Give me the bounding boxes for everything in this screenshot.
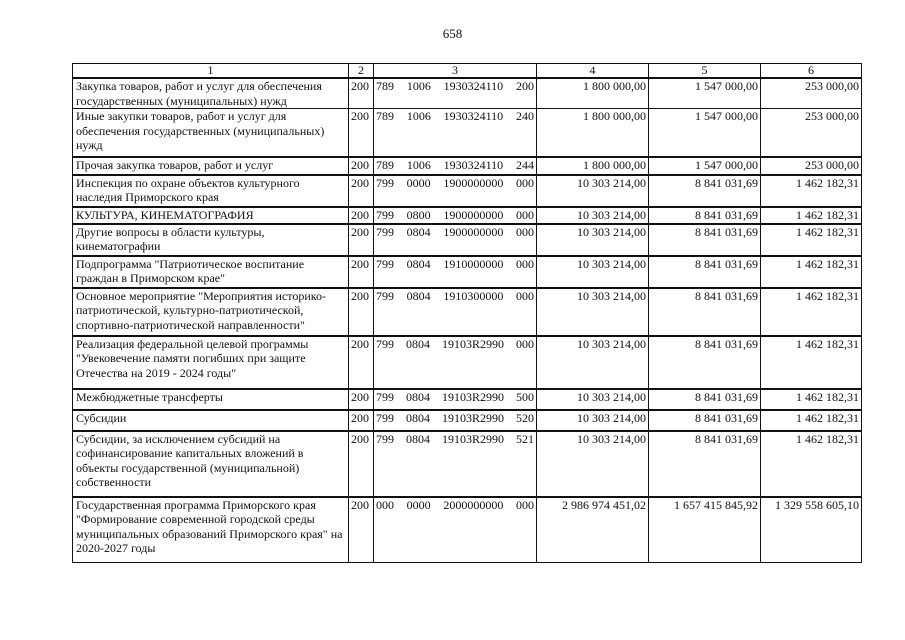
row-code-col2: 200 — [349, 109, 374, 157]
code-department: 799 — [376, 389, 394, 404]
column-header-4: 4 — [537, 64, 649, 79]
code-target-article: 19103R2990 — [441, 410, 504, 425]
row-name: Иные закупки товаров, работ и услуг для обеспечения государственных (муниципальных) нужд — [73, 109, 349, 157]
row-name: Закупка товаров, работ и услуг для обеспечения государственных (муниципальных) нужд — [73, 78, 349, 109]
code-target-article: 1910000000 — [443, 256, 504, 271]
row-classification-codes — [374, 410, 537, 431]
row-code-col2: 200 — [349, 497, 374, 563]
code-section: 0804 — [405, 389, 430, 404]
row-classification-codes — [374, 109, 537, 157]
row-value-col4: 1 800 000,00 — [537, 78, 649, 109]
row-value-col5: 1 547 000,00 — [649, 109, 761, 157]
code-target-article: 1900000000 — [443, 207, 504, 222]
row-code-col2: 200 — [349, 175, 374, 207]
code-section: 1006 — [406, 79, 431, 93]
table-row — [73, 207, 862, 224]
row-value-col5: 1 547 000,00 — [649, 157, 761, 175]
code-target-article: 1900000000 — [443, 224, 504, 239]
code-section: 1006 — [406, 157, 431, 172]
row-name: Межбюджетные трансферты — [73, 389, 349, 410]
page-number: 658 — [442, 26, 463, 41]
row-value-col6: 1 462 182,31 — [761, 224, 862, 256]
row-name: Прочая закупка товаров, работ и услуг — [73, 157, 349, 175]
code-expense-type: 200 — [516, 79, 534, 93]
row-value-col4: 10 303 214,00 — [537, 288, 649, 336]
code-department: 799 — [376, 175, 394, 190]
row-name: Подпрограмма "Патриотическое воспитание граждан в Приморском крае" — [73, 256, 349, 288]
table-row — [73, 109, 862, 157]
code-section: 0000 — [406, 497, 431, 512]
row-value-col4: 10 303 214,00 — [537, 256, 649, 288]
code-expense-type: 500 — [515, 389, 534, 404]
row-classification-codes — [374, 78, 537, 109]
code-section: 0000 — [406, 175, 431, 190]
row-value-col6: 253 000,00 — [761, 109, 862, 157]
row-name: КУЛЬТУРА, КИНЕМАТОГРАФИЯ — [73, 207, 349, 224]
code-department: 799 — [376, 256, 394, 271]
code-expense-type: 520 — [515, 410, 534, 425]
column-header-6: 6 — [761, 64, 862, 79]
column-header-2: 2 — [349, 64, 374, 79]
row-value-col6: 1 462 182,31 — [761, 431, 862, 497]
row-value-col4: 10 303 214,00 — [537, 336, 649, 389]
row-value-col4: 10 303 214,00 — [537, 224, 649, 256]
code-department: 799 — [376, 207, 394, 222]
table-row — [73, 288, 862, 336]
row-value-col6: 1 462 182,31 — [761, 175, 862, 207]
row-value-col5: 8 841 031,69 — [649, 224, 761, 256]
row-value-col4: 10 303 214,00 — [537, 431, 649, 497]
row-value-col5: 8 841 031,69 — [649, 410, 761, 431]
row-classification-codes — [374, 175, 537, 207]
code-section: 0804 — [405, 410, 430, 425]
row-value-col6: 1 462 182,31 — [761, 410, 862, 431]
column-header-3: 3 — [374, 64, 537, 79]
row-classification-codes — [374, 256, 537, 288]
row-code-col2: 200 — [349, 410, 374, 431]
row-value-col5: 1 547 000,00 — [649, 78, 761, 109]
row-value-col6: 1 329 558 605,10 — [761, 497, 862, 563]
code-department: 799 — [376, 431, 394, 446]
row-classification-codes — [374, 157, 537, 175]
code-target-article: 19103R2990 — [441, 336, 504, 351]
row-classification-codes — [374, 336, 537, 389]
row-code-col2: 200 — [349, 336, 374, 389]
table-row — [73, 497, 862, 563]
row-value-col5: 8 841 031,69 — [649, 175, 761, 207]
code-expense-type: 000 — [515, 336, 534, 351]
row-value-col4: 10 303 214,00 — [537, 207, 649, 224]
row-classification-codes — [374, 497, 537, 563]
row-value-col5: 1 657 415 845,92 — [649, 497, 761, 563]
row-value-col5: 8 841 031,69 — [649, 256, 761, 288]
code-expense-type: 240 — [516, 109, 534, 124]
code-expense-type: 000 — [515, 288, 534, 303]
row-value-col5: 8 841 031,69 — [649, 336, 761, 389]
table-row — [73, 224, 862, 256]
row-value-col4: 1 800 000,00 — [537, 157, 649, 175]
code-target-article: 1900000000 — [443, 175, 504, 190]
code-section: 0804 — [406, 256, 431, 271]
code-department: 789 — [376, 157, 394, 172]
row-classification-codes — [374, 389, 537, 410]
row-value-col4: 10 303 214,00 — [537, 175, 649, 207]
code-target-article: 19103R2990 — [441, 431, 504, 446]
row-value-col5: 8 841 031,69 — [649, 431, 761, 497]
row-code-col2: 200 — [349, 157, 374, 175]
row-name: Субсидии, за исключением субсидий на софинансирование капитальных вложений в объекты государственной (муниципальной) собственности — [73, 431, 349, 497]
row-code-col2: 200 — [349, 288, 374, 336]
column-header-5: 5 — [649, 64, 761, 79]
code-target-article: 1930324110 — [443, 109, 504, 124]
row-value-col6: 1 462 182,31 — [761, 336, 862, 389]
row-value-col6: 1 462 182,31 — [761, 256, 862, 288]
row-value-col6: 1 462 182,31 — [761, 207, 862, 224]
code-target-article: 2000000000 — [443, 497, 504, 512]
table-row — [73, 256, 862, 288]
row-name: Субсидии — [73, 410, 349, 431]
column-number-header-row — [73, 64, 862, 79]
code-department: 789 — [376, 109, 394, 124]
code-expense-type: 000 — [515, 497, 534, 512]
table-row — [73, 431, 862, 497]
row-value-col4: 1 800 000,00 — [537, 109, 649, 157]
table-row — [73, 389, 862, 410]
code-department: 799 — [376, 224, 394, 239]
row-classification-codes — [374, 288, 537, 336]
row-value-col5: 8 841 031,69 — [649, 207, 761, 224]
code-section: 0804 — [405, 431, 430, 446]
table-row — [73, 78, 862, 109]
code-department: 799 — [376, 336, 394, 351]
row-value-col6: 253 000,00 — [761, 157, 862, 175]
code-target-article: 19103R2990 — [441, 389, 504, 404]
code-target-article: 1910300000 — [443, 288, 504, 303]
code-section: 0800 — [406, 207, 431, 222]
code-section: 0804 — [406, 224, 431, 239]
row-value-col5: 8 841 031,69 — [649, 389, 761, 410]
row-value-col4: 2 986 974 451,02 — [537, 497, 649, 563]
row-name: Основное мероприятие "Мероприятия историко-патриотической, культурно-патриотической, спортивно-патриотической направленности" — [73, 288, 349, 336]
row-name: Государственная программа Приморского края "Формирование современной городской среды муниципальных образований Приморского края" на 2020-2027 годы — [73, 497, 349, 563]
table-row — [73, 336, 862, 389]
code-expense-type: 521 — [515, 431, 534, 446]
code-section: 1006 — [406, 109, 431, 124]
row-code-col2: 200 — [349, 431, 374, 497]
code-expense-type: 000 — [515, 224, 534, 239]
row-classification-codes — [374, 207, 537, 224]
row-value-col4: 10 303 214,00 — [537, 410, 649, 431]
row-classification-codes — [374, 224, 537, 256]
column-header-1: 1 — [73, 64, 349, 79]
code-department: 799 — [376, 410, 394, 425]
table-row — [73, 157, 862, 175]
code-department: 789 — [376, 79, 394, 93]
row-classification-codes — [374, 431, 537, 497]
code-expense-type: 000 — [515, 256, 534, 271]
row-name: Другие вопросы в области культуры, кинематографии — [73, 224, 349, 256]
code-expense-type: 000 — [515, 207, 534, 222]
code-department: 799 — [376, 288, 394, 303]
row-code-col2: 200 — [349, 389, 374, 410]
row-value-col4: 10 303 214,00 — [537, 389, 649, 410]
row-code-col2: 200 — [349, 207, 374, 224]
code-target-article: 1930324110 — [443, 157, 504, 172]
row-code-col2: 200 — [349, 224, 374, 256]
table-row — [73, 175, 862, 207]
row-value-col6: 1 462 182,31 — [761, 288, 862, 336]
table-row — [73, 410, 862, 431]
row-code-col2: 200 — [349, 78, 374, 109]
row-value-col6: 1 462 182,31 — [761, 389, 862, 410]
code-expense-type: 000 — [515, 175, 534, 190]
row-name: Реализация федеральной целевой программы "Увековечение памяти погибших при защите Отечества на 2019 - 2024 годы" — [73, 336, 349, 389]
code-section: 0804 — [405, 336, 430, 351]
row-value-col6: 253 000,00 — [761, 78, 862, 109]
row-value-col5: 8 841 031,69 — [649, 288, 761, 336]
budget-table — [72, 63, 862, 563]
code-expense-type: 244 — [516, 157, 534, 172]
row-name: Инспекция по охране объектов культурного наследия Приморского края — [73, 175, 349, 207]
row-code-col2: 200 — [349, 256, 374, 288]
code-department: 000 — [376, 497, 394, 512]
code-target-article: 1930324110 — [443, 79, 504, 93]
code-section: 0804 — [406, 288, 431, 303]
